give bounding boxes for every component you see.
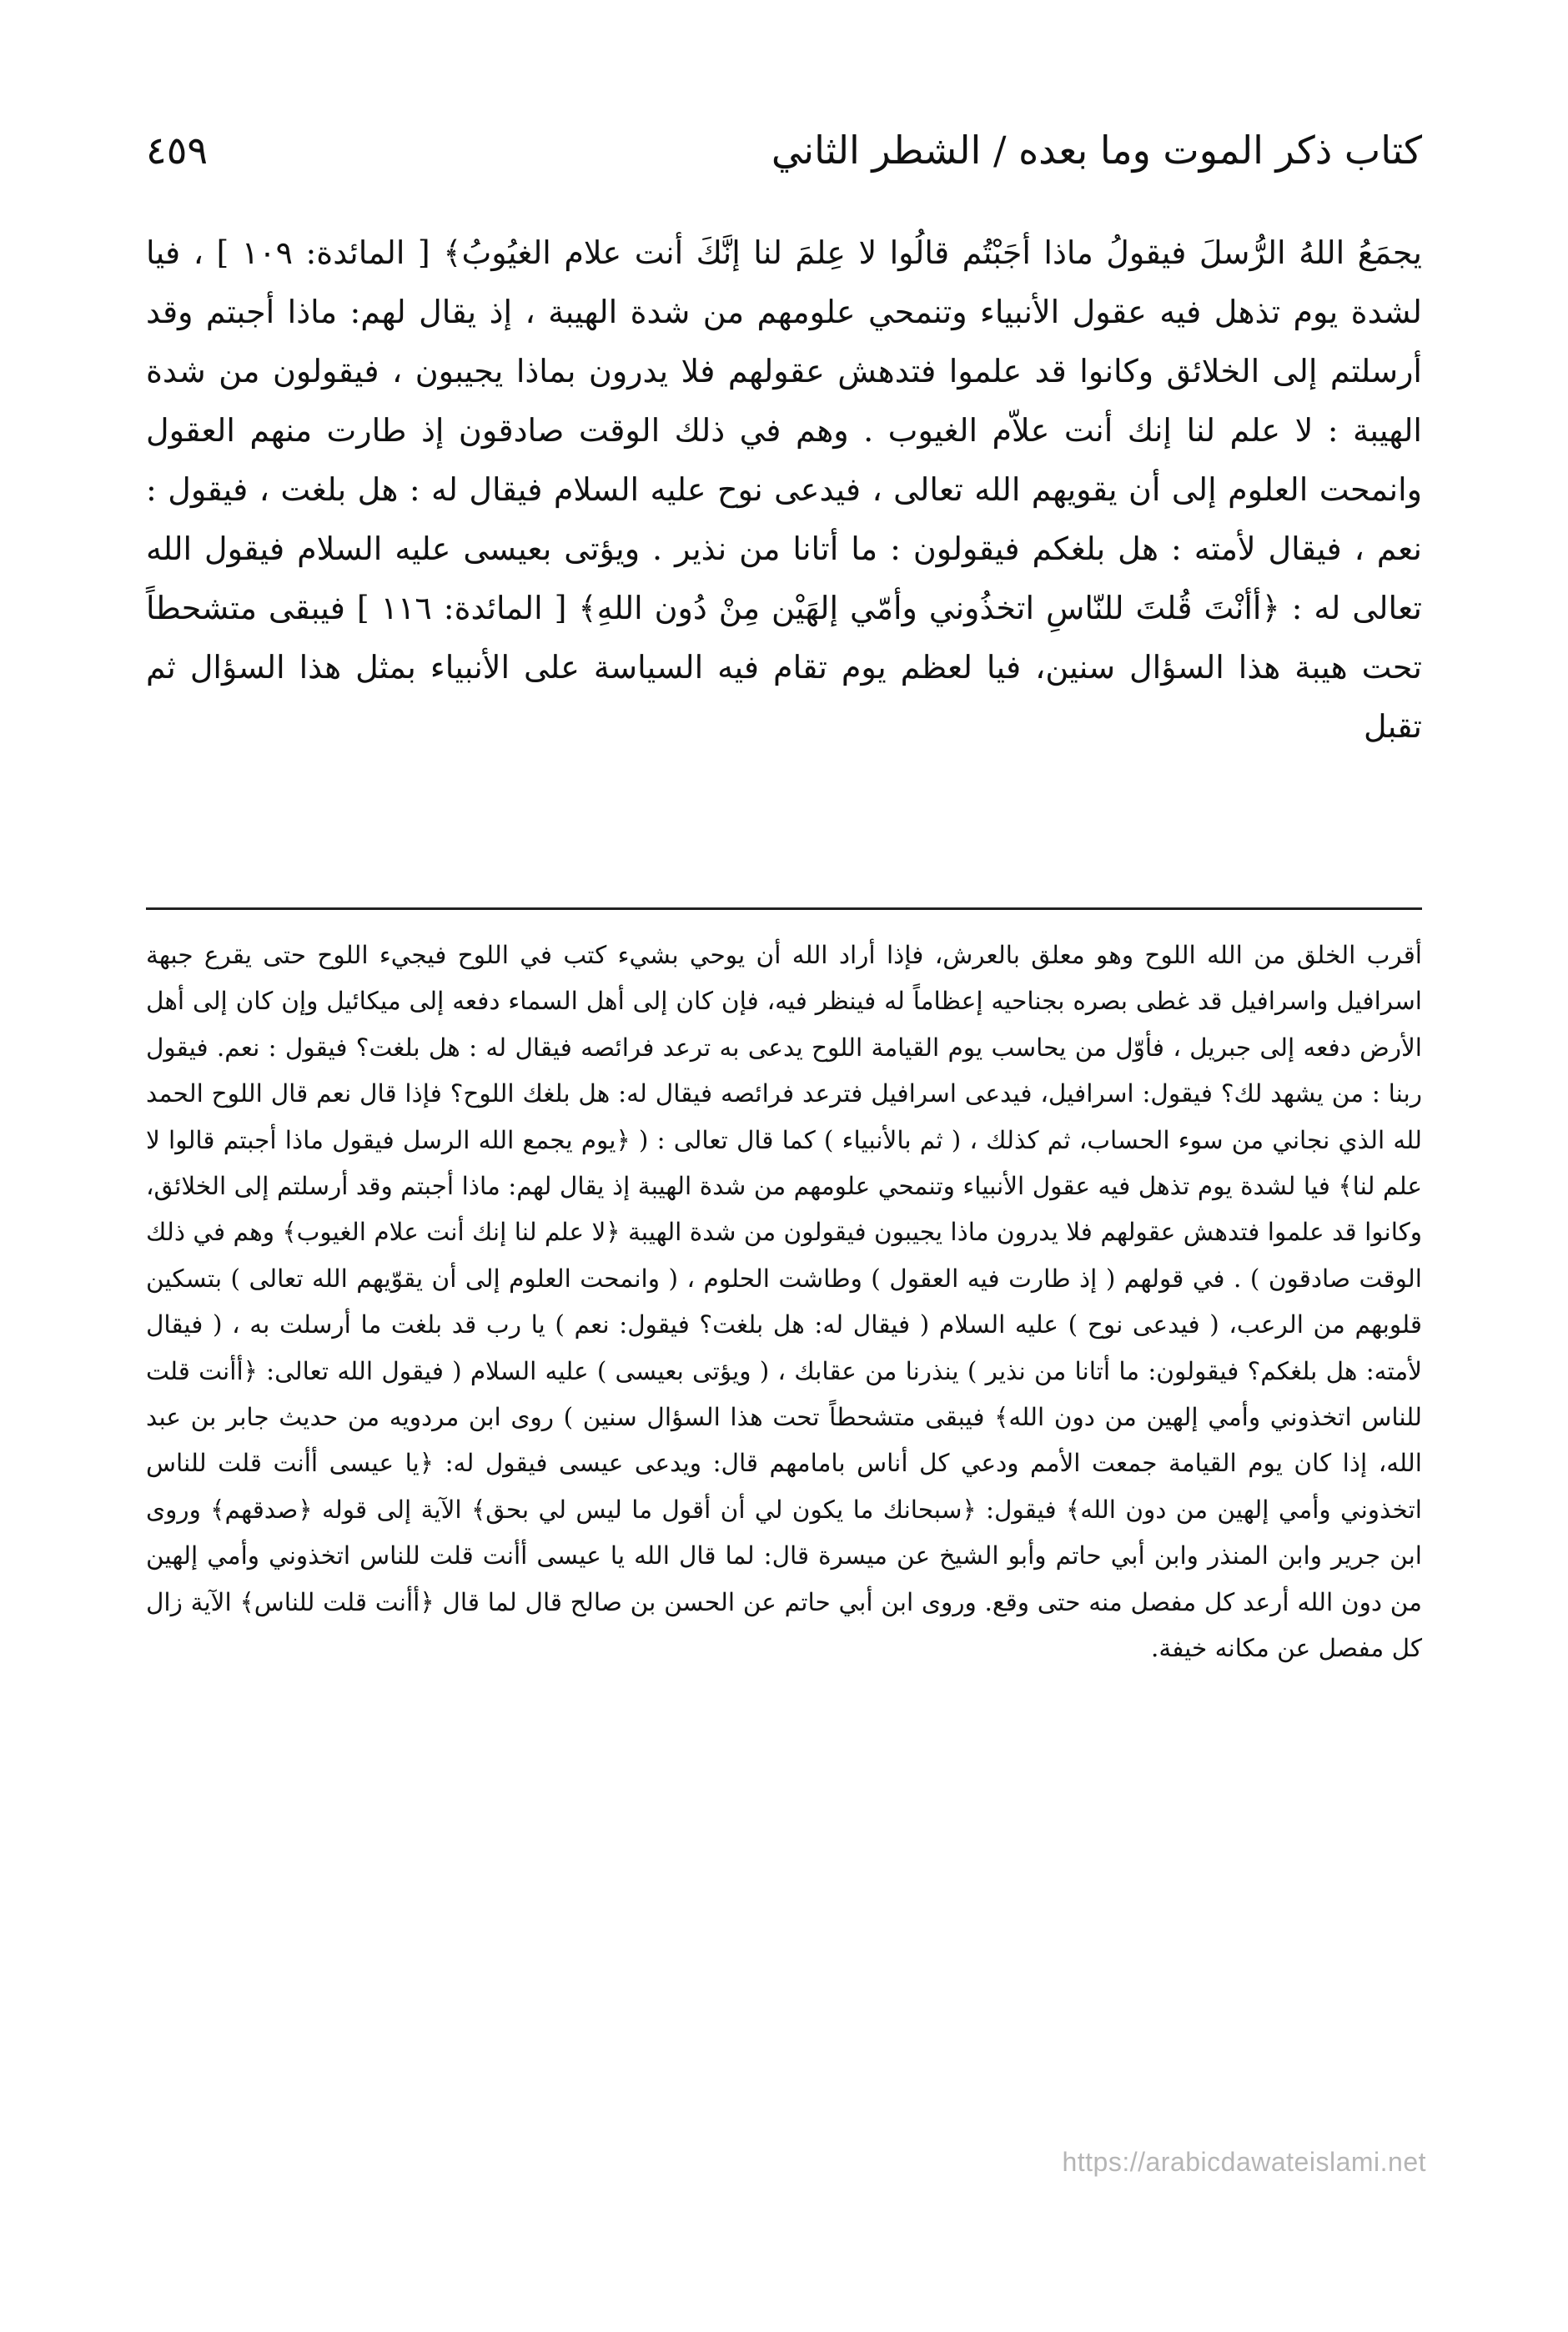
footnotes <box>146 932 1422 2221</box>
watermark-url: https://arabicdawateislami.net <box>1062 2147 1426 2177</box>
main-paragraph: يجمَعُ اللهُ الرُّسلَ فيقولُ ماذا أجَبْتُم قالُوا لا عِلمَ لنا إنَّكَ أنت علام الغيُوبُ﴾ [ المائدة: ١٠٩ ] ، فيا لشدة يوم تذهل فيه عقول الأنبياء وتنمحي علومهم من شدة الهيبة ، إذ يقال لهم: ماذا أجبتم وقد أرسلتم إلى الخلائق وكانوا قد علموا فتدهش عقولهم فلا يدرون بماذا يجيبون ، فيقولون من شدة الهيبة : لا علم لنا إنك أنت علاّم الغيوب . وهم في ذلك الوقت صادقون إذ طارت منهم العقول وانمحت العلوم إلى أن يقويهم الله تعالى ، فيدعى نوح عليه السلام فيقال له : هل بلغت ، فيقول : نعم ، فيقال لأمته : هل بلغكم فيقولون : ما أتانا من نذير . ويؤتى بعيسى عليه السلام فيقول الله تعالى له : ﴿أأنْتَ قُلتَ للنّاسِ اتخذُوني وأمّي إلهَيْن مِنْ دُون اللهِ﴾ [ المائدة: ١١٦ ] فيبقى متشحطاً تحت هيبة هذا السؤال سنين، فيا لعظم يوم تقام فيه السياسة على الأنبياء بمثل هذا السؤال ثم تقبل <box>146 234 1422 745</box>
running-title: كتاب ذكر الموت وما بعده / الشطر الثاني <box>771 128 1422 173</box>
page-number: ٤٥٩ <box>146 128 209 173</box>
main-text <box>146 224 1422 891</box>
footnote-paragraph: أقرب الخلق من الله اللوح وهو معلق بالعرش، فإذا أراد الله أن يوحي بشيء كتب في اللوح فيجيء اللوح حتى يقرع جبهة اسرافيل واسرافيل قد غطى بصره بجناحيه إعظاماً له فينظر فيه، فإن كان إلى أهل السماء دفعه إلى ميكائيل وإن كان إلى أهل الأرض دفعه إلى جبريل ، فأوّل من يحاسب يوم القيامة اللوح يدعى به ترعد فرائصه فيقال له : هل بلغت؟ فيقول : نعم. فيقول ربنا : من يشهد لك؟ فيقول: اسرافيل، فيدعى اسرافيل فترعد فرائصه فيقال له: هل بلغك اللوح؟ فإذا قال نعم قال اللوح الحمد لله الذي نجاني من سوء الحساب، ثم كذلك ، ( ثم بالأنبياء ) كما قال تعالى : ( ﴿يوم يجمع الله الرسل فيقول ماذا أجبتم قالوا لا علم لنا﴾ فيا لشدة يوم تذهل فيه عقول الأنبياء وتنمحي علومهم من شدة الهيبة إذ يقال لهم: ماذا أجبتم وقد أرسلتم إلى الخلائق، وكانوا قد علموا فتدهش عقولهم فلا يدرون ماذا يجيبون فيقولون من شدة الهيبة ﴿لا علم لنا إنك أنت علام الغيوب﴾ وهم في ذلك الوقت صادقون ) . في قولهم ( إذ طارت فيه العقول ) وطاشت الحلوم ، ( وانمحت العلوم إلى أن يقوّيهم الله تعالى ) بتسكين قلوبهم من الرعب، ( فيدعى نوح ) عليه السلام ( فيقال له: هل بلغت؟ فيقول: نعم ) يا رب قد بلغت ما أرسلت به ، ( فيقال لأمته: هل بلغكم؟ فيقولون: ما أتانا من نذير ) ينذرنا من عقابك ، ( ويؤتى بعيسى ) عليه السلام ( فيقول الله تعالى: ﴿أأنت قلت للناس اتخذوني وأمي إلهين من دون الله﴾ فيبقى متشحطاً تحت هذا السؤال سنين ) روى ابن مردويه من حديث جابر بن عبد الله، إذا كان يوم القيامة جمعت الأمم ودعي كل أناس بامامهم قال: ويدعى عيسى فيقول له: ﴿يا عيسى أأنت قلت للناس اتخذوني وأمي إلهين من دون الله﴾ فيقول: ﴿سبحانك ما يكون لي أن أقول ما ليس لي بحق﴾ الآية إلى قوله ﴿صدقهم﴾ وروى ابن جرير وابن المنذر وابن أبي حاتم وأبو الشيخ عن ميسرة قال: لما قال الله يا عيسى أأنت قلت للناس اتخذوني وأمي إلهين من دون الله أرعد كل مفصل منه حتى وقع. وروى ابن أبي حاتم عن الحسن بن صالح قال لما قال ﴿أأنت قلت للناس﴾ الآية زال كل مفصل عن مكانه خيفة. <box>146 941 1423 1663</box>
page-header <box>146 117 1422 183</box>
footnote-divider <box>146 907 1422 910</box>
